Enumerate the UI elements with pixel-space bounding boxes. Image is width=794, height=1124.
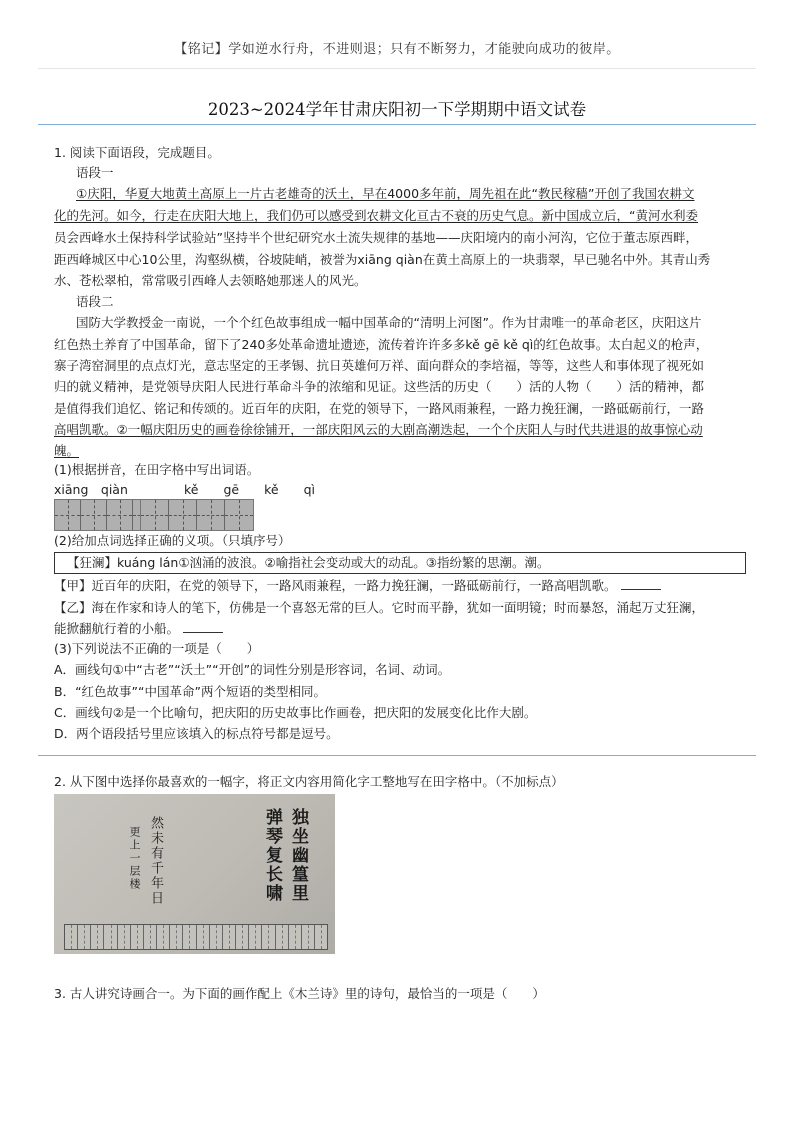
answer-grid-2[interactable]: [140, 499, 254, 531]
definition-text: 【狂澜】kuáng lán①汹涌的波浪。②喻指社会变动或大的动乱。③指纷繁的思潮。潮。: [67, 555, 550, 570]
q1-sub2: (2)给加点词选择正确的义项。（只填序号）: [54, 533, 291, 548]
grid-cell: [289, 925, 302, 949]
grid-cell: [276, 925, 289, 949]
seg2-line-3: 寨子湾窑洞里的点点灯光，意志坚定的王孝锡、抗日英雄何万祥、面向群众的李培福，等等，这些人和事体现了视死如: [54, 358, 705, 373]
calligraphy-right-col-1: 独坐幽篁里: [288, 808, 308, 903]
header-divider: [38, 68, 756, 69]
seg2-line-2: 红色热土养育了中国革命，留下了240多处革命遗址遗迹，流传着许许多多kě gē kě qì的红色故事。太白起义的枪声，: [54, 337, 709, 352]
grid-cell: [210, 925, 223, 949]
calligraphy-left-col-1: 然未有千年日: [148, 816, 163, 906]
motto-header: 【铭记】学如逆水行舟，不进则退；只有不断努力，才能驶向成功的彼岸。: [174, 42, 620, 57]
option-b[interactable]: B．“红色故事”“中国革命”两个短语的类型相同。: [54, 684, 326, 699]
seg1-line-1: ①庆阳，华夏大地黄土高原上一片古老雄奇的沃土，早在4000多年前，周先祖在此“教民稼穑”开创了我国农耕文: [76, 186, 695, 201]
grid-cell: [157, 925, 170, 949]
calligraphy-left-col-2: 更上一层楼: [128, 826, 141, 891]
grid-cell: [170, 925, 183, 949]
title-divider: [38, 124, 756, 125]
q3-text: 3. 古人讲究诗画合一。为下面的画作配上《木兰诗》里的诗句，最恰当的一项是（ ）: [54, 986, 545, 1001]
grid-cell: [183, 925, 196, 949]
sentence-jia: [54, 577, 661, 595]
grid-cell: [91, 925, 104, 949]
grid-cell: [65, 925, 78, 949]
answer-blank-jia[interactable]: [621, 577, 661, 590]
photo-answer-grid: [64, 924, 328, 950]
seg1-line-2: 化的先河。如今，行走在庆阳大地上，我们仍可以感受到农耕文化亘古不衰的历史气息。新中国成立后，“黄河水利委: [54, 208, 698, 223]
definition-box: [54, 552, 746, 574]
answer-blank-yi[interactable]: [183, 620, 223, 633]
q1-divider: [38, 755, 756, 756]
pinyin-label-1: xiāng qiàn: [54, 482, 128, 497]
grid-cell[interactable]: [197, 500, 225, 530]
grid-cell[interactable]: [81, 500, 107, 530]
grid-cell: [78, 925, 91, 949]
grid-cell[interactable]: [225, 500, 253, 530]
pinyin-label-2: kě gē kě qì: [184, 482, 316, 497]
seg2-line-5: 是值得我们追忆、铭记和传颂的。近百年的庆阳，在党的领导下，一路风雨兼程，一路力挽狂澜，一路砥砺前行，一路: [54, 401, 705, 416]
grid-cell: [236, 925, 249, 949]
grid-cell: [302, 925, 315, 949]
grid-cell: [223, 925, 236, 949]
seg2-line-1: 国防大学教授金一南说，一个个红色故事组成一幅中国革命的“清明上河图”。作为甘肃唯一的革命老区，庆阳这片: [76, 315, 702, 330]
seg2-label: 语段二: [76, 294, 114, 309]
grid-cell[interactable]: [55, 500, 81, 530]
q1-intro: 1. 阅读下面语段，完成题目。: [54, 145, 220, 160]
grid-cell[interactable]: [141, 500, 169, 530]
seg2-line-4: 归的就义精神，是党领导庆阳人民进行革命斗争的浓缩和见证。这些活的历史（ ）活的人物（ ）活的精神，都: [54, 379, 705, 394]
page-title: 2023~2024学年甘肃庆阳初一下学期期中语文试卷: [207, 100, 587, 119]
option-c[interactable]: C．画线句②是一个比喻句，把庆阳的历史故事比作画卷，把庆阳的发展变化比作大剧。: [54, 705, 537, 720]
grid-cell: [131, 925, 144, 949]
sentence-yi-2-text: 能掀翻航行着的小船。: [54, 621, 180, 636]
seg2-line-6: 高唱凯歌。②一幅庆阳历史的画卷徐徐铺开，一部庆阳风云的大剧高潮迭起，一个个庆阳人与时代共进退的故事惊心动: [54, 422, 703, 437]
grid-cell: [249, 925, 262, 949]
calligraphy-image: [54, 794, 335, 954]
sentence-yi-2: [54, 620, 223, 638]
seg1-label: 语段一: [76, 165, 114, 180]
calligraphy-right-col-2: 弹琴复长啸: [262, 808, 282, 903]
sentence-jia-text: 【甲】近百年的庆阳，在党的领导下，一路风雨兼程，一路力挽狂澜，一路砥砺前行，一路高唱凯歌。: [54, 578, 617, 593]
grid-cell: [144, 925, 157, 949]
grid-cell: [104, 925, 117, 949]
grid-cell[interactable]: [107, 500, 133, 530]
sentence-yi-1: 【乙】海在作家和诗人的笔下，仿佛是一个喜怒无常的巨人。它时而平静，犹如一面明镜；时而暴怒，涌起万丈狂澜，: [54, 600, 705, 615]
option-d[interactable]: D．两个语段括号里应该填入的标点符号都是逗号。: [54, 726, 339, 741]
seg1-line-5: 水、苍松翠柏，常常吸引西峰人去领略她那迷人的风光。: [54, 273, 367, 288]
option-a[interactable]: A．画线句①中“古老”“沃土”“开创”的词性分别是形容词，名词、动词。: [54, 662, 451, 677]
grid-cell: [315, 925, 327, 949]
q1-sub1: (1)根据拼音，在田字格中写出词语。: [54, 462, 260, 477]
grid-cell[interactable]: [169, 500, 197, 530]
seg1-line-3: 员会西峰水土保持科学试验站”坚持半个世纪研究水土流失规律的基地——庆阳境内的南小河沟，它位于董志原西畔，: [54, 230, 698, 245]
q2-text: 2. 从下图中选择你最喜欢的一幅字，将正文内容用简化字工整地写在田字格中。（不加标点）: [54, 774, 564, 789]
q1-sub3: (3)下列说法不正确的一项是（ ）: [54, 641, 260, 656]
grid-cell: [197, 925, 210, 949]
grid-cell: [118, 925, 131, 949]
seg2-line-7: 魄。: [54, 443, 80, 458]
seg1-line-4: 距西峰城区中心10公里，沟壑纵横，谷坡陡峭，被誉为xiāng qiàn在黄土高原上的一块翡翠，早已驰名中外。其青山秀: [54, 252, 711, 267]
grid-cell: [262, 925, 275, 949]
